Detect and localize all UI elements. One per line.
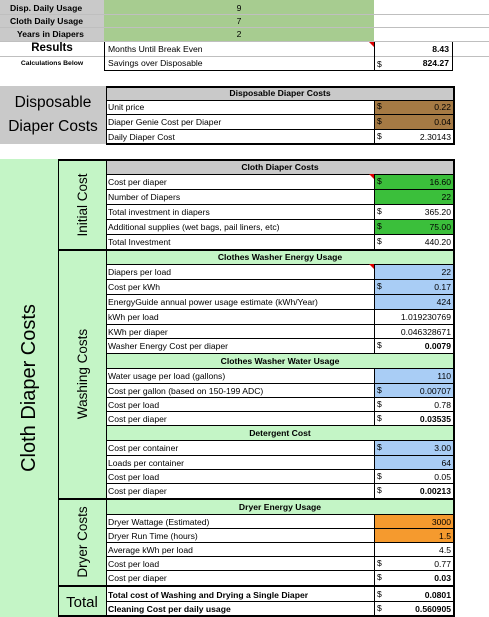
average-kwh-per-load-value: 4.5 <box>439 544 451 555</box>
loads-per-container-label: Loads per container <box>108 457 184 468</box>
diaper-genie-cost-value[interactable]: 0.04 <box>434 116 451 127</box>
water-usage-per-load-label: Water usage per load (gallons) <box>108 370 226 381</box>
results-label: Results <box>31 42 73 55</box>
dryer-wattage-value[interactable]: 3000 <box>431 516 451 527</box>
unit-price-label: Unit price <box>108 101 145 112</box>
total-label: Total <box>66 593 98 611</box>
total-investment-value: 440.20 <box>424 236 451 247</box>
dryer-cost-per-diaper-dollar: $ <box>377 572 382 582</box>
cost-per-gallon-dollar: $ <box>377 385 382 395</box>
dryer-cost-per-diaper-value: 0.03 <box>434 572 451 583</box>
washer-energy-cost-label: Washer Energy Cost per diaper <box>108 340 229 351</box>
water-cost-per-diaper-value: 0.03535 <box>419 413 451 424</box>
daily-diaper-cost-value: 2.30143 <box>419 131 451 142</box>
disposable-side-title-line1: Disposable <box>14 94 92 112</box>
washer-energy-cost-dollar: $ <box>377 340 382 350</box>
total-washing-drying-value: 0.0801 <box>424 589 451 600</box>
detergent-cost-header: Detergent Cost <box>249 427 311 438</box>
cloth-daily-usage-value[interactable]: 7 <box>236 15 242 26</box>
daily-diaper-cost-dollar: $ <box>377 131 382 141</box>
water-usage-header: Clothes Washer Water Usage <box>220 355 340 366</box>
disposable-side-title-line2: Diaper Costs <box>8 118 98 136</box>
detergent-cost-per-diaper-dollar: $ <box>377 485 382 495</box>
total-washing-drying-dollar: $ <box>377 589 382 599</box>
diapers-per-load-label: Diapers per load <box>108 266 172 277</box>
diapers-per-load-value[interactable]: 22 <box>441 266 451 277</box>
total-investment-diapers-value: 365.20 <box>424 206 451 217</box>
number-of-diapers-value[interactable]: 22 <box>441 191 451 202</box>
diaper-genie-dollar: $ <box>377 116 382 126</box>
kwh-per-load-label: kWh per load <box>108 311 159 322</box>
water-cost-per-load-dollar: $ <box>377 399 382 409</box>
disp-daily-usage-value[interactable]: 9 <box>236 2 242 13</box>
energyguide-usage-value[interactable]: 424 <box>436 296 451 307</box>
years-in-diapers-value[interactable]: 2 <box>236 28 242 39</box>
savings-dollar: $ <box>377 59 382 69</box>
unit-price-value[interactable]: 0.22 <box>434 101 451 112</box>
cleaning-cost-daily-dollar: $ <box>377 603 382 613</box>
water-usage-per-load-value[interactable]: 110 <box>437 370 451 381</box>
kwh-per-load-value: 1.019230769 <box>400 311 451 322</box>
kwh-per-diaper-label: KWh per diaper <box>108 326 168 337</box>
washer-energy-cost-value: 0.0079 <box>424 340 451 351</box>
cleaning-cost-daily-label: Cleaning Cost per daily usage <box>108 603 231 614</box>
dryer-run-time-value[interactable]: 1.5 <box>439 530 451 541</box>
total-investment-dollar: $ <box>377 236 382 246</box>
dryer-cost-per-load-label: Cost per load <box>108 558 160 569</box>
cost-per-kwh-label: Cost per kWh <box>108 281 161 292</box>
cost-per-kwh-dollar: $ <box>377 281 382 291</box>
detergent-cost-per-diaper-label: Cost per diaper <box>108 485 167 496</box>
water-cost-per-diaper-dollar: $ <box>377 413 382 423</box>
disp-daily-usage-label: Disp. Daily Usage <box>10 2 83 13</box>
cost-per-diaper-label: Cost per diaper <box>108 176 167 187</box>
dryer-cost-per-diaper-label: Cost per diaper <box>108 572 167 583</box>
savings-over-disposable-value: 824.27 <box>422 57 449 68</box>
washing-costs-label: Washing Costs <box>74 328 90 420</box>
months-until-break-even-label: Months Until Break Even <box>108 43 203 54</box>
cost-per-gallon-label: Cost per gallon (based on 150-199 ADC) <box>108 385 264 396</box>
average-kwh-per-load-label: Average kWh per load <box>108 544 193 555</box>
diaper-genie-cost-label: Diaper Genie Cost per Diaper <box>108 116 222 127</box>
cloth-daily-usage-label: Cloth Daily Usage <box>10 15 84 26</box>
total-washing-drying-label: Total cost of Washing and Drying a Single Diaper <box>108 589 309 600</box>
months-until-break-even-value: 8.43 <box>432 43 449 54</box>
daily-diaper-cost-label: Daily Diaper Cost <box>108 131 175 142</box>
dryer-run-time-label: Dryer Run Time (hours) <box>108 530 198 541</box>
dryer-cost-per-load-dollar: $ <box>377 558 382 568</box>
energyguide-usage-label: EnergyGuide annual power usage estimate (kWh/Year) <box>108 296 318 307</box>
loads-per-container-value[interactable]: 64 <box>441 457 451 468</box>
savings-over-disposable-label: Savings over Disposable <box>108 57 203 68</box>
water-cost-per-diaper-label: Cost per diaper <box>108 413 167 424</box>
additional-supplies-dollar: $ <box>377 221 382 231</box>
detergent-cost-per-load-value: 0.05 <box>434 471 451 482</box>
dryer-costs-label: Dryer Costs <box>74 506 90 578</box>
water-cost-per-load-label: Cost per load <box>108 399 160 410</box>
kwh-per-diaper-value: 0.046328671 <box>400 326 451 337</box>
calculations-below-label: Calculations Below <box>20 59 84 67</box>
cloth-side-title: Cloth Diaper Costs <box>17 304 40 472</box>
comment-marker-icon <box>369 174 374 179</box>
additional-supplies-value[interactable]: 75.00 <box>429 221 451 232</box>
total-investment-label: Total Investment <box>108 236 171 247</box>
water-cost-per-load-value: 0.78 <box>434 399 451 410</box>
cost-per-gallon-value[interactable]: 0.00707 <box>419 385 451 396</box>
dryer-wattage-label: Dryer Wattage (Estimated) <box>108 516 210 527</box>
years-in-diapers-label: Years in Diapers <box>17 28 84 39</box>
detergent-cost-per-load-dollar: $ <box>377 471 382 481</box>
cloth-header: Cloth Diaper Costs <box>241 161 319 172</box>
unit-price-dollar: $ <box>377 101 382 111</box>
cost-per-container-label: Cost per container <box>108 442 179 453</box>
cost-per-diaper-dollar: $ <box>377 176 382 186</box>
cost-per-container-dollar: $ <box>377 442 382 452</box>
cost-per-diaper-value[interactable]: 16.60 <box>429 176 451 187</box>
energy-usage-header: Clothes Washer Energy Usage <box>217 251 343 262</box>
cost-per-kwh-value[interactable]: 0.17 <box>434 281 451 292</box>
comment-marker-icon <box>369 264 374 269</box>
cleaning-cost-daily-value: 0.560905 <box>415 603 451 614</box>
dryer-energy-header: Dryer Energy Usage <box>238 501 322 512</box>
initial-cost-label: Initial Cost <box>74 173 90 237</box>
dryer-cost-per-load-value: 0.77 <box>434 558 451 569</box>
number-of-diapers-label: Number of Diapers <box>108 191 181 202</box>
total-investment-diapers-label: Total investment in diapers <box>108 206 210 217</box>
cost-per-container-value[interactable]: 3.00 <box>434 442 451 453</box>
total-investment-diapers-dollar: $ <box>377 206 382 216</box>
additional-supplies-label: Additional supplies (wet bags, pail liners, etc) <box>108 221 280 232</box>
disposable-header: Disposable Diaper Costs <box>229 87 331 98</box>
detergent-cost-per-load-label: Cost per load <box>108 471 160 482</box>
detergent-cost-per-diaper-value: 0.00213 <box>419 485 451 496</box>
